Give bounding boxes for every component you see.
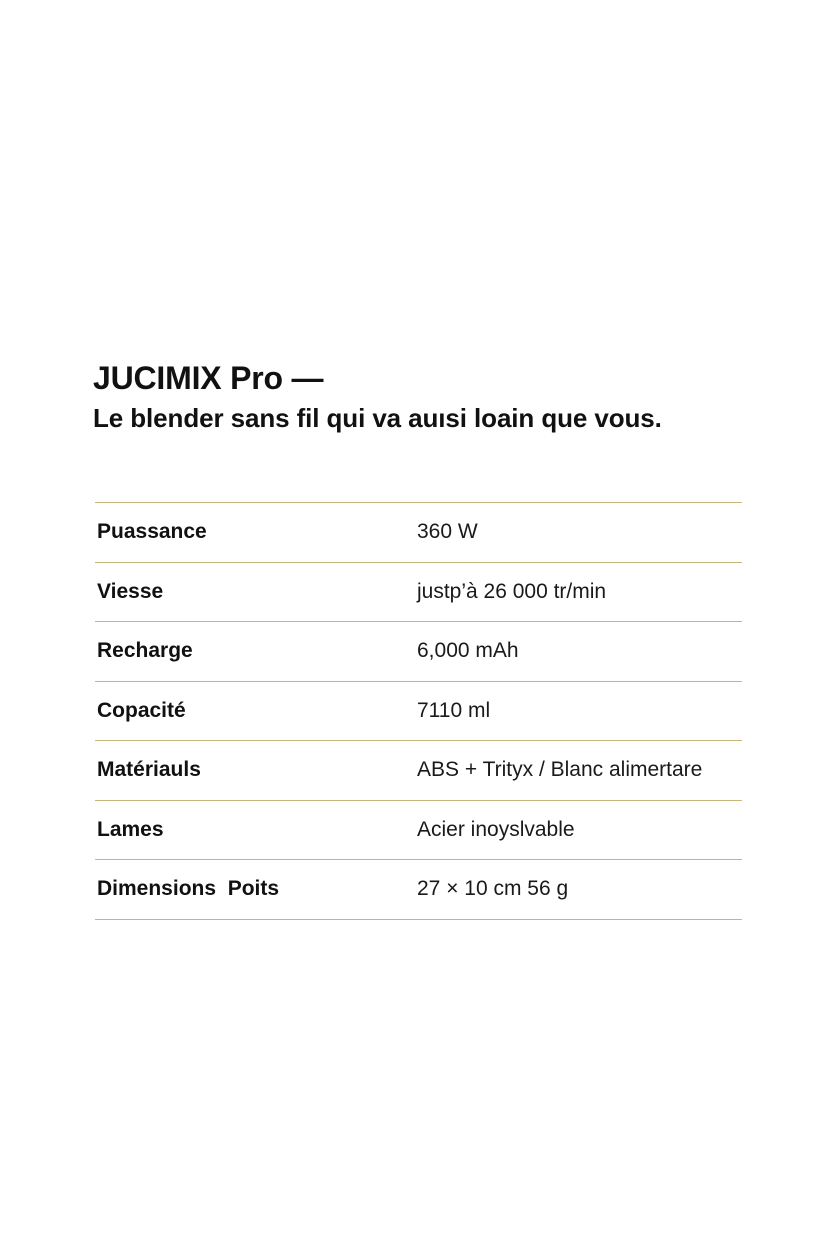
spec-row-blades bbox=[95, 801, 742, 861]
spec-row-materials bbox=[95, 741, 742, 801]
spec-label: Puassance bbox=[97, 520, 207, 544]
product-title: JUCIMIX Pro — bbox=[93, 360, 324, 396]
spec-label: Dimensions Poits bbox=[97, 877, 280, 901]
spec-value: 360 W bbox=[417, 520, 478, 544]
spec-row-speed bbox=[95, 563, 742, 623]
spec-label: Recharge bbox=[97, 639, 193, 663]
spec-row-dimensions bbox=[95, 860, 742, 920]
spec-label: Lames bbox=[97, 817, 164, 841]
spec-row-capacity bbox=[95, 682, 742, 742]
spec-label: Viesse bbox=[97, 579, 164, 603]
spec-value: 27 × 10 cm 56 g bbox=[417, 877, 569, 901]
spec-value: 6,000 mAh bbox=[417, 639, 519, 663]
product-heading bbox=[93, 356, 793, 436]
spec-table bbox=[95, 502, 742, 920]
spec-value: justp’à 26 000 tr/min bbox=[417, 579, 607, 603]
spec-value: ABS + Trityx / Blanc alimertare bbox=[417, 758, 703, 782]
spec-value: 7110 ml bbox=[417, 698, 491, 722]
spec-value: Acier inoyslvable bbox=[417, 817, 575, 841]
spec-label: Matériauls bbox=[97, 758, 201, 782]
spec-label: Copacité bbox=[97, 698, 186, 722]
spec-row-power bbox=[95, 503, 742, 563]
product-tagline: Le blender sans fil qui va auısi loain que vous. bbox=[93, 403, 662, 433]
spec-row-battery bbox=[95, 622, 742, 682]
